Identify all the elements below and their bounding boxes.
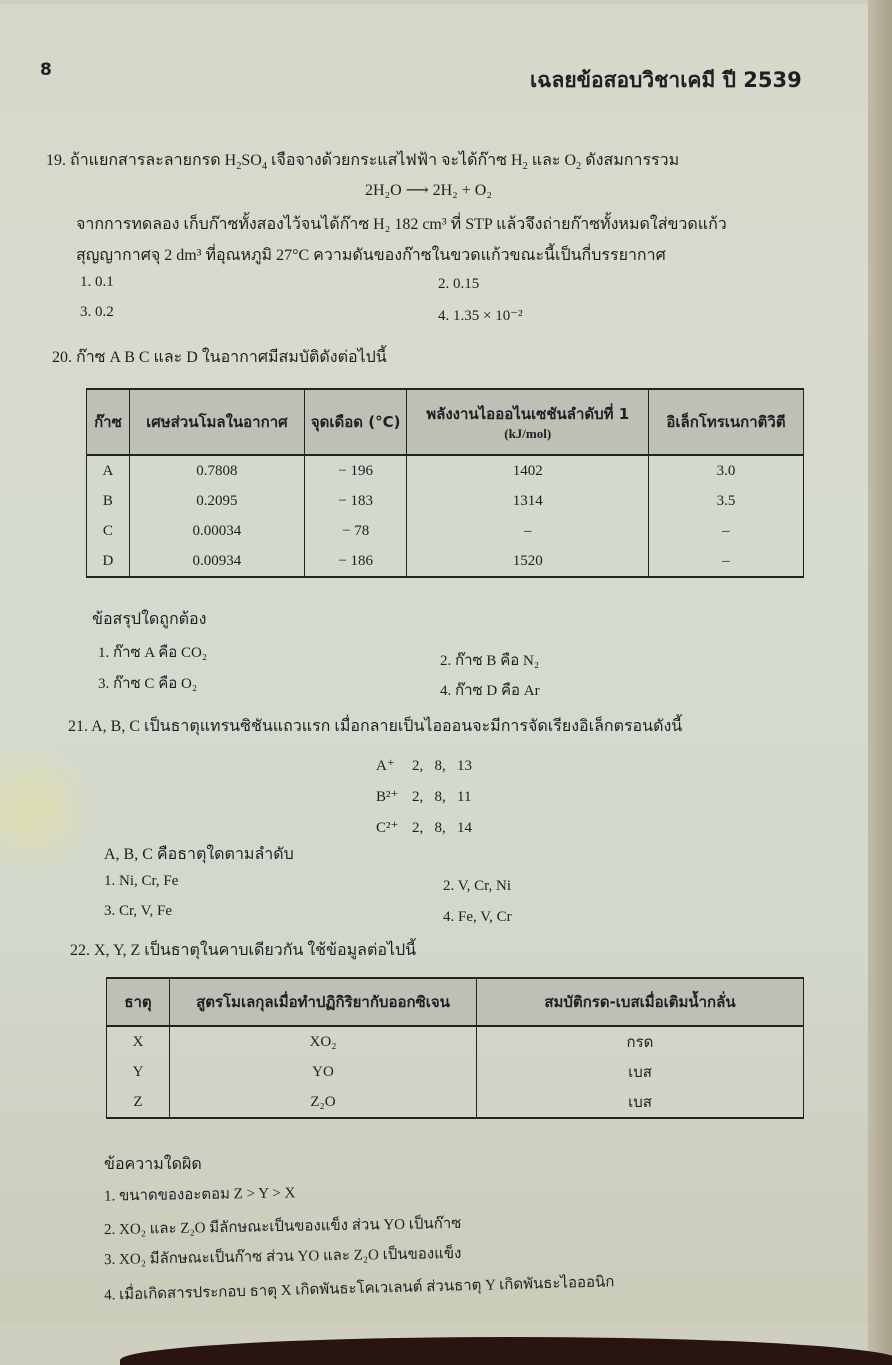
bottom-shadow	[120, 1337, 892, 1365]
cell: − 78	[304, 516, 407, 546]
q20-gas-table	[86, 388, 804, 578]
q21-option-2[interactable]: 2. V, Cr, Ni	[443, 878, 512, 894]
th-acid-base: สมบัติกรด-เบสเมื่อเติมน้ำกลั่น	[477, 978, 804, 1026]
q22-option-3[interactable]: 3. XO₂ มีลักษณะเป็นก๊าซ ส่วน YO และ Z₂O เป็นของแข็ง	[103, 1245, 462, 1269]
ion-label: B²⁺	[376, 789, 399, 805]
q22-option-4[interactable]: 4. เมื่อเกิดสารประกอบ ธาตุ X เกิดพันธะโคเวเลนต์ ส่วนธาตุ Y เกิดพันธะไอออนิก	[103, 1274, 615, 1304]
cell: Z₂O	[170, 1087, 477, 1118]
cell: เบส	[477, 1087, 804, 1118]
q19-option-2[interactable]: 2. 0.15	[438, 276, 480, 292]
table-row	[107, 1057, 804, 1087]
paper-stain	[0, 740, 100, 880]
th-boiling-point: จุดเดือด (°C)	[304, 389, 407, 455]
q21-option-1[interactable]: 1. Ni, Cr, Fe	[104, 873, 179, 889]
q19-option-1[interactable]: 1. 0.1	[80, 274, 114, 290]
th-element: ธาตุ	[107, 978, 170, 1026]
table-row	[87, 546, 804, 577]
ion-config: 2, 8, 11	[412, 789, 472, 805]
cell: − 186	[304, 546, 407, 577]
table-row	[87, 486, 804, 516]
cell: 1520	[407, 546, 649, 577]
q20-option-1[interactable]: 1. ก๊าซ A คือ CO₂	[98, 645, 208, 661]
table-row	[107, 1087, 804, 1118]
q19-text: และ	[527, 152, 565, 169]
q19-stem-line3: สุญญากาศจุ 2 dm³ ที่อุณหภูมิ 27°C ความดันของก๊าซในขวดแก้วขณะนี้เป็นกี่บรรยากาศ	[76, 247, 666, 264]
ion-label: C²⁺	[376, 820, 399, 836]
cell: A	[87, 455, 130, 486]
cell: 0.7808	[129, 455, 304, 486]
q20-number: 20.	[52, 349, 72, 366]
q21-stem	[68, 714, 682, 739]
q19-option-3[interactable]: 3. 0.2	[80, 304, 114, 320]
cell: B	[87, 486, 130, 516]
ie-unit: (kJ/mol)	[504, 426, 552, 441]
cell: 0.2095	[129, 486, 304, 516]
acid-formula: $H_2SO_4$	[224, 152, 268, 173]
cell: กรด	[477, 1026, 804, 1057]
q19-text: ดังสมการรวม	[581, 152, 680, 169]
q21-option-4[interactable]: 4. Fe, V, Cr	[443, 909, 512, 925]
q19-stem-line1	[46, 148, 679, 173]
cell: 0.00034	[129, 516, 304, 546]
q20-text: ก๊าซ A B C และ D ในอากาศมีสมบัติดังต่อไปนี้	[76, 349, 387, 366]
cell: − 183	[304, 486, 407, 516]
table-row	[107, 1026, 804, 1057]
cell: 0.00934	[129, 546, 304, 577]
q19-number: 19.	[46, 152, 66, 169]
cell: YO	[170, 1057, 477, 1087]
q22-option-2[interactable]: 2. XO₂ และ Z₂O มีลักษณะเป็นของแข็ง ส่วน YO เป็นก๊าซ	[103, 1215, 462, 1239]
th-gas: ก๊าซ	[87, 389, 130, 455]
gas-h2: $H_2$	[511, 152, 528, 173]
cell: –	[407, 516, 649, 546]
running-title: เฉลยข้อสอบวิชาเคมี ปี 2539	[530, 68, 802, 92]
page-number: 8	[40, 60, 52, 80]
q20-prompt: ข้อสรุปใดถูกต้อง	[92, 611, 207, 628]
cell: –	[648, 546, 803, 577]
ion-config-b	[376, 787, 471, 806]
cell: XO₂	[170, 1026, 477, 1057]
q21-text: A, B, C เป็นธาตุแทรนซิชันแถวแรก เมื่อกลายเป็นไอออนจะมีการจัดเรียงอิเล็กตรอนดังนี้	[91, 718, 683, 735]
cell: − 196	[304, 455, 407, 486]
cell: Z	[107, 1087, 170, 1118]
cell: 3.5	[648, 486, 803, 516]
q22-element-table	[106, 977, 804, 1119]
ion-config-c	[376, 818, 472, 837]
th-mole-fraction: เศษส่วนโมลในอากาศ	[129, 389, 304, 455]
ion-config: 2, 8, 14	[412, 820, 472, 836]
th-oxide-formula: สูตรโมเลกุลเมื่อทำปฏิกิริยากับออกซิเจน	[170, 978, 477, 1026]
q21-prompt: A, B, C คือธาตุใดตามลำดับ	[104, 846, 294, 863]
cell: Y	[107, 1057, 170, 1087]
q20-option-2[interactable]: 2. ก๊าซ B คือ N₂	[440, 653, 540, 669]
q19-text: เจือจางด้วยกระแสไฟฟ้า จะได้ก๊าซ	[267, 152, 511, 169]
q22-stem	[70, 938, 416, 963]
q22-number: 22.	[70, 942, 90, 959]
cell: เบส	[477, 1057, 804, 1087]
q19-equation: 2H₂O ⟶ 2H₂ + O₂	[365, 182, 492, 199]
ion-config: 2, 8, 13	[412, 758, 472, 774]
cell: 3.0	[648, 455, 803, 486]
cell: C	[87, 516, 130, 546]
q22-prompt: ข้อความใดผิด	[104, 1156, 202, 1173]
ie-label: พลังงานไอออไนเซชันลำดับที่ 1	[426, 405, 630, 423]
cell: 1402	[407, 455, 649, 486]
cell: D	[87, 546, 130, 577]
q20-option-4[interactable]: 4. ก๊าซ D คือ Ar	[440, 683, 540, 699]
page-edge	[868, 0, 892, 1365]
ion-config-a	[376, 756, 472, 775]
q19-stem-line2: จากการทดลอง เก็บก๊าซทั้งสองไว้จนได้ก๊าซ H₂ 182 cm³ ที่ STP แล้วจึงถ่ายก๊าซทั้งหมดใส่ขวดแก้ว	[76, 216, 727, 233]
table-row	[87, 455, 804, 486]
table-row	[87, 516, 804, 546]
th-ionization-energy	[407, 389, 649, 455]
q19-text: ถ้าแยกสารละลายกรด	[70, 152, 225, 169]
q19-option-4[interactable]: 4. 1.35 × 10⁻²	[438, 308, 523, 324]
q21-number: 21.	[68, 718, 88, 735]
q20-option-3[interactable]: 3. ก๊าซ C คือ O₂	[98, 676, 198, 692]
q20-stem	[52, 345, 387, 370]
cell: X	[107, 1026, 170, 1057]
ion-label: A⁺	[376, 758, 395, 774]
q22-text: X, Y, Z เป็นธาตุในคาบเดียวกัน ใช้ข้อมูลต่อไปนี้	[94, 942, 417, 959]
q22-option-1[interactable]: 1. ขนาดของอะตอม Z > Y > X	[103, 1185, 296, 1205]
cell: 1314	[407, 486, 649, 516]
gas-o2: $O_2$	[564, 152, 582, 173]
th-electronegativity: อิเล็กโทรเนกาติวิตี	[648, 389, 803, 455]
book-page	[0, 4, 868, 1324]
cell: –	[648, 516, 803, 546]
q21-option-3[interactable]: 3. Cr, V, Fe	[104, 903, 173, 919]
